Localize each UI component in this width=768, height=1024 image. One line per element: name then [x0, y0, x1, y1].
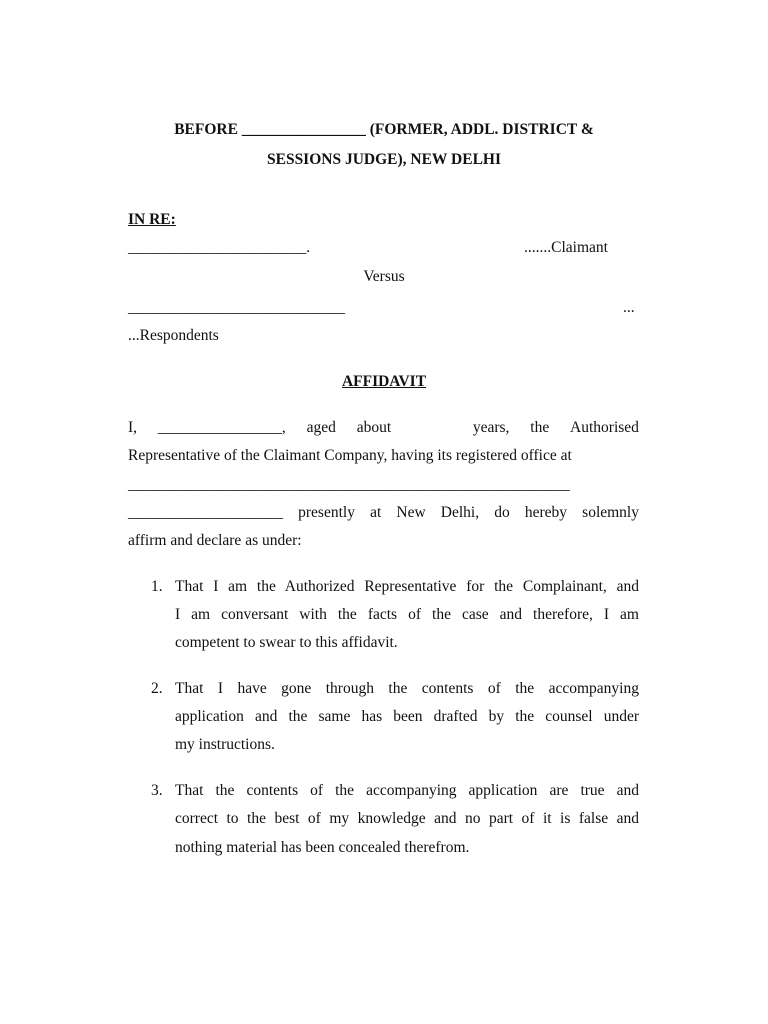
respondent-dots: ... — [623, 299, 635, 316]
office-address-blank: _________________________________________________________ — [128, 476, 570, 493]
affidavit-title: AFFIDAVIT — [341, 373, 427, 390]
intro-word: years, — [472, 419, 510, 436]
item-line: I am conversant with the facts of the case and therefore, I am — [175, 606, 639, 623]
intro-word: solemnly — [582, 504, 639, 521]
versus-label: Versus — [363, 268, 405, 285]
item-line: competent to swear to this affidavit. — [175, 634, 398, 651]
intro-word: Delhi, — [440, 504, 480, 521]
intro-line-2: Representative of the Claimant Company, having its registered office at — [128, 447, 572, 464]
intro-word: hereby — [524, 504, 568, 521]
intro-word: about — [356, 419, 392, 436]
respondent-name-blank: ____________________________ — [128, 299, 345, 316]
deponent-name-blank: ________________, — [157, 419, 286, 436]
item-line: That the contents of the accompanying application are true and — [175, 782, 639, 799]
item-line: nothing material has been concealed therefrom. — [175, 839, 470, 856]
claimant-name-blank: _______________________. — [128, 239, 311, 256]
intro-word: presently — [298, 504, 355, 521]
item-number: 2. — [151, 680, 163, 697]
intro-line-4 — [128, 503, 639, 523]
intro-line-5: affirm and declare as under: — [128, 532, 302, 549]
item-line: correct to the best of my knowledge and no part of it is false and — [175, 810, 639, 827]
intro-line-1 — [128, 418, 639, 438]
court-heading-line-2: SESSIONS JUDGE), NEW DELHI — [266, 151, 501, 168]
item-line: my instructions. — [175, 736, 275, 753]
court-heading-line-1: BEFORE ________________ (FORMER, ADDL. DISTRICT & — [174, 121, 594, 138]
respondents-label: ...Respondents — [128, 327, 219, 344]
item-line: application and the same has been drafted by the counsel under — [175, 708, 639, 725]
intro-word: do — [494, 504, 510, 521]
intro-word: I, — [128, 419, 138, 436]
age-blank — [412, 418, 452, 438]
intro-word: aged — [306, 419, 336, 436]
intro-word: Authorised — [570, 419, 639, 436]
intro-word: New — [396, 504, 426, 521]
item-line: That I have gone through the contents of the accompanying — [175, 680, 639, 697]
address-continuation-blank: ____________________ — [128, 504, 283, 521]
in-re-label: IN RE: — [128, 211, 176, 228]
claimant-label: .......Claimant — [524, 239, 608, 256]
intro-word: at — [370, 504, 382, 521]
item-number: 3. — [151, 782, 163, 799]
intro-word: the — [530, 419, 550, 436]
item-number: 1. — [151, 578, 163, 595]
item-line: That I am the Authorized Representative for the Complainant, and — [175, 578, 639, 595]
